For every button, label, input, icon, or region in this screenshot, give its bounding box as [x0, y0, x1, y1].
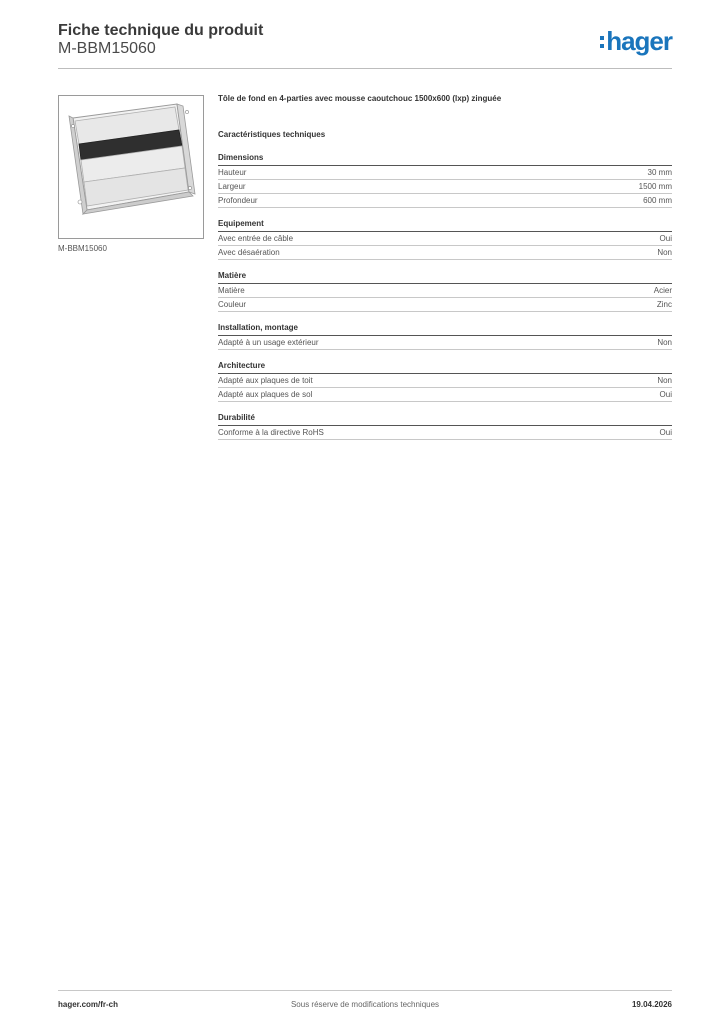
spec-value: Oui	[659, 428, 672, 437]
spec-label: Conforme à la directive RoHS	[218, 428, 324, 437]
image-caption: M-BBM15060	[58, 244, 107, 253]
hager-logo	[600, 28, 672, 54]
spec-row	[218, 388, 672, 402]
spec-value: Non	[657, 338, 672, 347]
spec-section	[218, 153, 672, 208]
page-footer	[58, 990, 672, 1015]
spec-label: Couleur	[218, 300, 247, 309]
section-title: Dimensions	[218, 153, 672, 166]
spec-row	[218, 336, 672, 350]
section-title: Durabilité	[218, 413, 672, 426]
spec-value: Non	[657, 376, 672, 385]
section-title: Matière	[218, 271, 672, 284]
section-title: Equipement	[218, 219, 672, 232]
spec-label: Adapté aux plaques de toit	[218, 376, 313, 385]
spec-row	[218, 426, 672, 440]
spec-value: 1500 mm	[638, 182, 672, 191]
spec-label: Profondeur	[218, 196, 258, 205]
disclaimer: Sous réserve de modifications techniques	[290, 1000, 440, 1009]
spec-label: Avec entrée de câble	[218, 234, 294, 243]
spec-row	[218, 180, 672, 194]
section-title: Architecture	[218, 361, 672, 374]
spec-value: 30 mm	[647, 168, 672, 177]
spec-value: Oui	[659, 234, 672, 243]
spec-value: Zinc	[656, 300, 672, 309]
logo-dots-icon	[600, 36, 604, 48]
spec-label: Matière	[218, 286, 245, 295]
spec-label: Largeur	[218, 182, 246, 191]
spec-row	[218, 298, 672, 312]
spec-section	[218, 361, 672, 402]
spec-content	[218, 94, 672, 451]
product-plate-image	[59, 96, 203, 238]
spec-section	[218, 271, 672, 312]
spec-section	[218, 323, 672, 350]
spec-row	[218, 374, 672, 388]
spec-row	[218, 166, 672, 180]
website-link[interactable]: hager.com/fr-ch	[58, 1000, 119, 1009]
spec-section	[218, 219, 672, 260]
page-title: Fiche technique du produit	[58, 22, 264, 39]
spec-value: Oui	[659, 390, 672, 399]
page-header	[58, 20, 672, 69]
product-code: M-BBM15060	[58, 40, 156, 57]
spec-row	[218, 194, 672, 208]
spec-row	[218, 284, 672, 298]
characteristics-heading: Caractéristiques techniques	[218, 130, 326, 139]
product-image	[58, 95, 204, 239]
spec-label: Avec désaération	[218, 248, 280, 257]
document-date: 19.04.2026	[631, 1000, 672, 1009]
spec-section	[218, 413, 672, 440]
spec-value: Non	[657, 248, 672, 257]
spec-label: Hauteur	[218, 168, 247, 177]
spec-value: Acier	[653, 286, 672, 295]
spec-label: Adapté à un usage extérieur	[218, 338, 319, 347]
spec-row	[218, 232, 672, 246]
logo-text: hager	[606, 26, 672, 56]
spec-label: Adapté aux plaques de sol	[218, 390, 313, 399]
spec-row	[218, 246, 672, 260]
section-title: Installation, montage	[218, 323, 672, 336]
product-description: Tôle de fond en 4-parties avec mousse caoutchouc 1500x600 (lxp) zinguée	[218, 94, 502, 103]
spec-value: 600 mm	[643, 196, 672, 205]
